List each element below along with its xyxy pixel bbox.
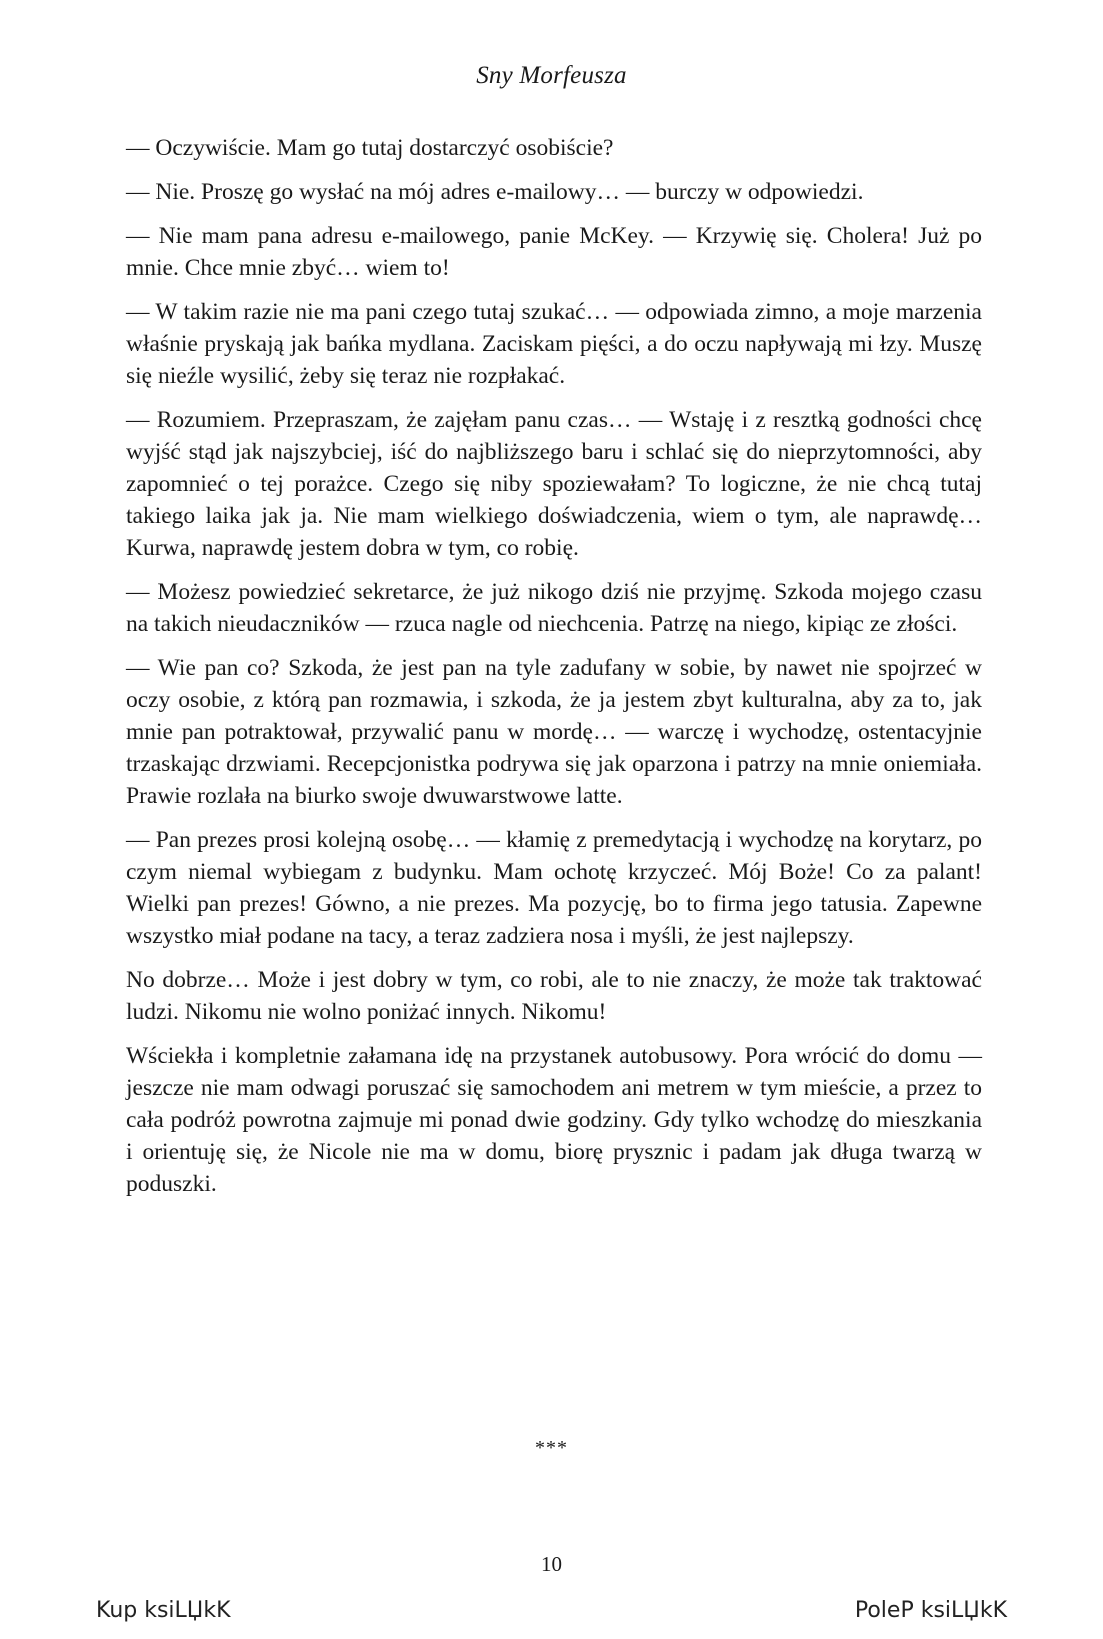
paragraph: Wściekła i kompletnie załamana idę na przystanek autobusowy. Pora wrócić do domu — jeszcze nie mam odwagi poruszać się samochodem ani metrem w tym mieście, a przez to cała podróż powrotna zajmuje mi ponad dwie godziny. Gdy tylko wchodzę do mieszkania i orientuję się, że Nicole nie ma w domu, biorę prysznic i padam jak długa twarzą w poduszki. (126, 1043, 982, 1197)
paragraph: — Oczywiście. Mam go tutaj dostarczyć osobiście? (126, 135, 614, 161)
paragraph: — Pan prezes prosi kolejną osobę… — kłamię z premedytacją i wychodzę na korytarz, po czym niemal wybiegam z budynku. Mam ochotę krzyczeć. Mój Boże! Co za palant! Wielki pan prezes! Gówno, a nie prezes. Ma pozycję, bo to firma jego tatusia. Zapewne wszystko miał podane na tacy, a teraz zadziera nosa i myśli, że jest najlepszy. (126, 827, 982, 949)
body-text (126, 132, 982, 1212)
paragraph: — Możesz powiedzieć sekretarce, że już nikogo dziś nie przyjmę. Szkoda mojego czasu na takich nieudaczników — rzuca nagle od niechcenia. Patrzę na niego, kipiąc ze złości. (126, 579, 982, 637)
paragraph: — Wie pan co? Szkoda, że jest pan na tyle zadufany w sobie, by nawet nie spojrzeć w oczy osobie, z którą pan rozmawia, i szkoda, że ja jestem zbyt kulturalna, aby za to, jak mnie pan potraktował, przywalić panu w mordę… — warczę i wychodzę, ostentacyjnie trzaskając drzwiami. Recepcjonistka podrywa się jak oparzona i patrzy na mnie oniemiała. Prawie rozlała na biurko swoje dwuwarstwowe latte. (126, 655, 982, 809)
paragraph: — Rozumiem. Przepraszam, że zajęłam panu czas… — Wstaję i z resztką godności chcę wyjść stąd jak najszybciej, iść do najbliższego baru i schlać się do nieprzytomności, aby zapomnieć o tej porażce. Czego się niby spoziewałam? To logiczne, że nie chcą tutaj takiego laika jak ja. Nie mam wielkiego doświadczenia, wiem o tym, ale naprawdę… Kurwa, naprawdę jestem dobra w tym, co robię. (126, 407, 982, 561)
paragraph: — Nie. Proszę go wysłać na mój adres e-mailowy… — burczy w odpowiedzi. (126, 179, 864, 205)
paragraph: — Nie mam pana adresu e-mailowego, panie McKey. — Krzywię się. Cholera! Już po mnie. Chce mnie zbyć… wiem to! (126, 223, 982, 281)
buy-book-link[interactable]: Kup ksiLЏkK (96, 1598, 231, 1623)
recommend-book-link[interactable]: PoleP ksiLЏkK (854, 1598, 1007, 1623)
paragraph: — W takim razie nie ma pani czego tutaj szukać… — odpowiada zimno, a moje marzenia właśnie pryskają jak bańka mydlana. Zaciskam pięści, a do oczu napływają mi łzy. Muszę się nieźle wysilić, żeby się teraz nie rozpłakać. (126, 299, 982, 389)
page-number: 10 (541, 1552, 562, 1576)
paragraph: No dobrze… Może i jest dobry w tym, co robi, ale to nie znaczy, że może tak traktować ludzi. Nikomu nie wolno poniżać innych. Nikomu! (126, 967, 982, 1025)
section-separator: *** (535, 1437, 568, 1459)
running-header-title: Sny Morfeusza (476, 62, 627, 89)
